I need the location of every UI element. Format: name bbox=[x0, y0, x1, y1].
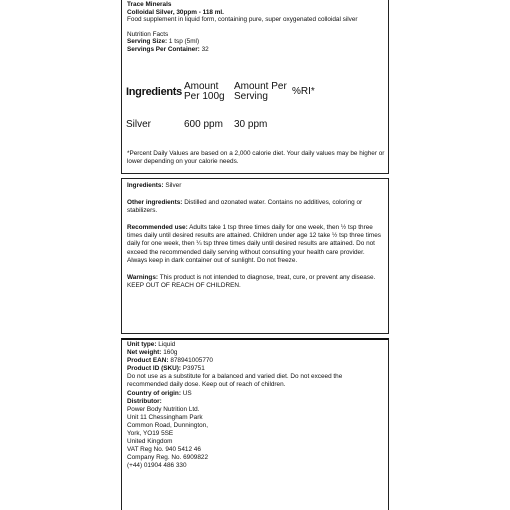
servings-label: Servings Per Container: bbox=[127, 45, 200, 53]
specs-panel bbox=[121, 338, 389, 510]
col-per100: Amount Per 100g bbox=[184, 81, 225, 102]
ean-value: 878941005770 bbox=[170, 357, 213, 365]
other-ingredients-label: Other ingredients: bbox=[127, 199, 183, 207]
origin-label: Country of origin: bbox=[127, 389, 181, 397]
product-name: Colloidal Silver, 30ppm - 118 ml. bbox=[127, 8, 224, 16]
servings-value: 32 bbox=[201, 45, 209, 53]
ingredients-label: Ingredients: bbox=[127, 182, 164, 189]
warnings-value: This product is not intended to diagnose, treat, cure, or prevent any disease. KEEP OUT OF REACH OF CHILDREN. bbox=[127, 273, 376, 289]
product-sku bbox=[127, 365, 384, 373]
nutrition-heading: Nutrition Facts bbox=[127, 30, 169, 38]
serving-size bbox=[127, 38, 384, 46]
recommended-use bbox=[127, 224, 384, 264]
sku-label: Product ID (SKU): bbox=[127, 365, 181, 373]
list-item: Company Reg. No. 6909822 bbox=[127, 454, 209, 462]
recommended-use-value: Adults take 1 tsp three times daily for one week, then ½ tsp three times daily until desired results are attained. Children under age 12 take ½ tsp three times daily for one week, then ¼ tsp three times daily until desired results are attained. Do not exceed the recommended daily serving without consulting your health care provider. Always keep in dark container out of sunlight. Do not freeze. bbox=[127, 224, 381, 264]
details-panel bbox=[121, 178, 389, 334]
serving-size-value: 1 tsp (5ml) bbox=[168, 38, 200, 46]
row-ri bbox=[292, 120, 386, 130]
table-row bbox=[126, 120, 386, 130]
list-item: (+44) 01904 486 330 bbox=[127, 462, 187, 470]
ean-label: Product EAN: bbox=[127, 357, 169, 365]
net-weight-label: Net weight: bbox=[127, 349, 162, 357]
list-item: Unit 11 Chessingham Park bbox=[127, 413, 203, 421]
row-ingredient: Silver bbox=[126, 119, 152, 130]
dietary-advice: Do not use as a substitute for a balanced and varied diet. Do not exceed the recommended daily dose. Keep out of reach of children. bbox=[127, 373, 343, 389]
net-weight-value: 160g bbox=[163, 349, 178, 357]
row-per100: 600 ppm bbox=[184, 119, 223, 130]
serving-size-label: Serving Size: bbox=[127, 38, 168, 46]
servings-per-container bbox=[127, 46, 384, 54]
product-ean bbox=[127, 357, 384, 365]
distributor-label: Distributor: bbox=[127, 397, 162, 405]
col-ri: %RI* bbox=[292, 86, 315, 97]
nutrition-table bbox=[126, 82, 386, 130]
country-of-origin bbox=[127, 390, 384, 398]
list-item: Power Body Nutrition Ltd. bbox=[127, 405, 200, 413]
unit-type-label: Unit type: bbox=[127, 341, 157, 348]
origin-value: US bbox=[182, 389, 192, 397]
warnings bbox=[127, 274, 384, 290]
ingredients-line bbox=[127, 182, 384, 190]
row-per-serving: 30 ppm bbox=[234, 119, 268, 130]
other-ingredients bbox=[127, 199, 384, 215]
ingredients-value: Silver bbox=[165, 182, 182, 189]
list-item: VAT Reg No. 940 5412 46 bbox=[127, 446, 201, 454]
warnings-label: Warnings: bbox=[127, 273, 159, 281]
recommended-use-label: Recommended use: bbox=[127, 224, 188, 232]
unit-type bbox=[127, 341, 384, 349]
brand-name: Trace Minerals bbox=[127, 1, 172, 8]
net-weight bbox=[127, 349, 384, 357]
list-item: York, YO19 5SE bbox=[127, 430, 174, 438]
list-item: United Kingdom bbox=[127, 438, 173, 446]
distributor-address bbox=[127, 406, 384, 471]
col-per-serving: Amount Per Serving bbox=[234, 81, 287, 102]
col-ingredients: Ingredients bbox=[126, 86, 182, 98]
other-ingredients-value: Distilled and ozonated water. Contains no additives, coloring or stabilizers. bbox=[127, 199, 363, 215]
product-description: Food supplement in liquid form, containing pure, super oxygenated colloidal silver bbox=[127, 16, 358, 24]
sku-value: P39751 bbox=[182, 365, 205, 373]
unit-type-value: Liquid bbox=[158, 341, 176, 348]
nutrition-table-header bbox=[126, 82, 386, 102]
list-item: Common Road, Dunnington, bbox=[127, 421, 208, 429]
daily-values-disclaimer: *Percent Daily Values are based on a 2,000 calorie diet. Your daily values may be higher or lower depending on your calorie needs. bbox=[127, 150, 385, 165]
nutrition-panel bbox=[121, 0, 389, 174]
